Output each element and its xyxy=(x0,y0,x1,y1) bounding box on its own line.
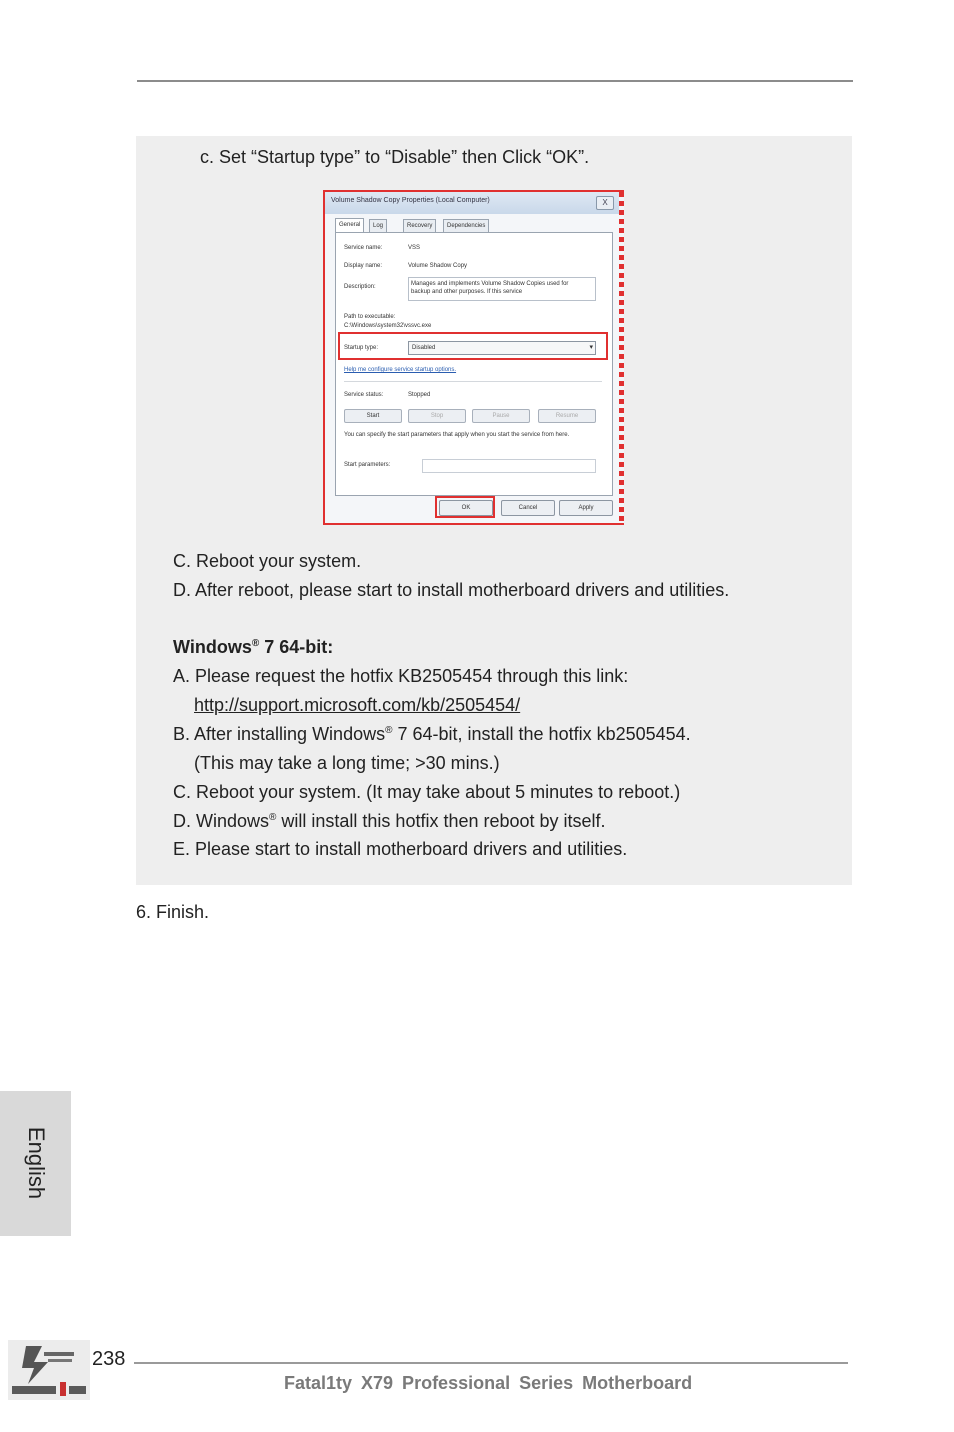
page-number: 238 xyxy=(92,1348,126,1370)
tab-general[interactable]: General xyxy=(335,218,364,233)
ok-button[interactable]: OK xyxy=(439,500,493,516)
chevron-down-icon: ▾ xyxy=(589,344,593,351)
tab-log-on[interactable]: Log xyxy=(369,219,387,232)
apply-button[interactable]: Apply xyxy=(559,500,613,516)
win7-step-a: A. Please request the hotfix KB2505454 through this link: xyxy=(173,666,629,686)
close-icon[interactable]: X xyxy=(596,196,614,210)
start-params-note: You can specify the start parameters that apply when you start the service from here. xyxy=(344,432,570,438)
dialog-title: Volume Shadow Copy Properties (Local Computer) xyxy=(331,197,490,204)
cancel-button[interactable]: Cancel xyxy=(501,500,555,516)
description-label: Description: xyxy=(344,284,376,290)
separator xyxy=(344,381,602,382)
win7-step-e: E. Please start to install motherboard drivers and utilities. xyxy=(173,839,628,859)
tab-recovery[interactable]: Recovery xyxy=(403,219,436,232)
startup-highlight xyxy=(338,332,608,360)
dialog-titlebar xyxy=(325,192,622,214)
path-label: Path to executable: xyxy=(344,314,396,320)
step-c-reboot: C. Reboot your system. xyxy=(173,551,362,571)
tab-dependencies[interactable]: Dependencies xyxy=(443,219,489,232)
description-text: Manages and implements Volume Shadow Copies used for backup and other purposes. If this service xyxy=(411,281,569,295)
description-box[interactable] xyxy=(408,277,596,301)
language-side-tab xyxy=(0,1091,71,1236)
footer-rule xyxy=(134,1362,848,1364)
win7-step-c: C. Reboot your system. (It may take about 5 minutes to reboot.) xyxy=(173,782,681,802)
footer-title: Fatal1ty X79 Professional Series Motherboard xyxy=(284,1373,693,1393)
win7-step-d: D. Windows® will install this hotfix then reboot by itself. xyxy=(173,811,606,831)
display-name-label: Display name: xyxy=(344,263,383,269)
start-params-input[interactable] xyxy=(422,459,596,473)
display-name-value: Volume Shadow Copy xyxy=(408,263,468,269)
resume-button[interactable]: Resume xyxy=(538,409,596,423)
startup-type-value: Disabled xyxy=(412,345,436,351)
win7-step-b-note: (This may take a long time; >30 mins.) xyxy=(194,753,500,773)
fatal1ty-logo-icon xyxy=(8,1340,90,1400)
win7-step-b: B. After installing Windows® 7 64-bit, install the hotfix kb2505454. xyxy=(173,724,691,744)
service-name-label: Service name: xyxy=(344,245,383,251)
ok-highlight xyxy=(435,496,495,518)
hotfix-link[interactable]: http://support.microsoft.com/kb/2505454/ xyxy=(194,695,521,715)
service-status-value: Stopped xyxy=(408,392,431,398)
pause-button[interactable]: Pause xyxy=(472,409,530,423)
start-button[interactable]: Start xyxy=(344,409,402,423)
top-rule xyxy=(137,80,853,82)
stop-button[interactable]: Stop xyxy=(408,409,466,423)
step-c-instruction: c. Set “Startup type” to “Disable” then Click “OK”. xyxy=(200,147,590,167)
help-link[interactable]: Help me configure service startup options. xyxy=(344,367,457,373)
step-6-finish: 6. Finish. xyxy=(136,902,210,922)
win7-heading: Windows® 7 64-bit: xyxy=(173,637,334,657)
startup-type-label: Startup type: xyxy=(344,345,379,351)
language-label: English xyxy=(24,1126,49,1200)
start-params-label: Start parameters: xyxy=(344,462,391,468)
service-name-value: VSS xyxy=(408,245,421,251)
service-properties-dialog xyxy=(323,190,624,525)
path-value: C:\Windows\system32\vssvc.exe xyxy=(344,323,432,329)
service-status-label: Service status: xyxy=(344,392,384,398)
frame-edge xyxy=(619,192,624,523)
general-panel xyxy=(335,232,613,496)
step-d-install: D. After reboot, please start to install motherboard drivers and utilities. xyxy=(173,580,730,600)
